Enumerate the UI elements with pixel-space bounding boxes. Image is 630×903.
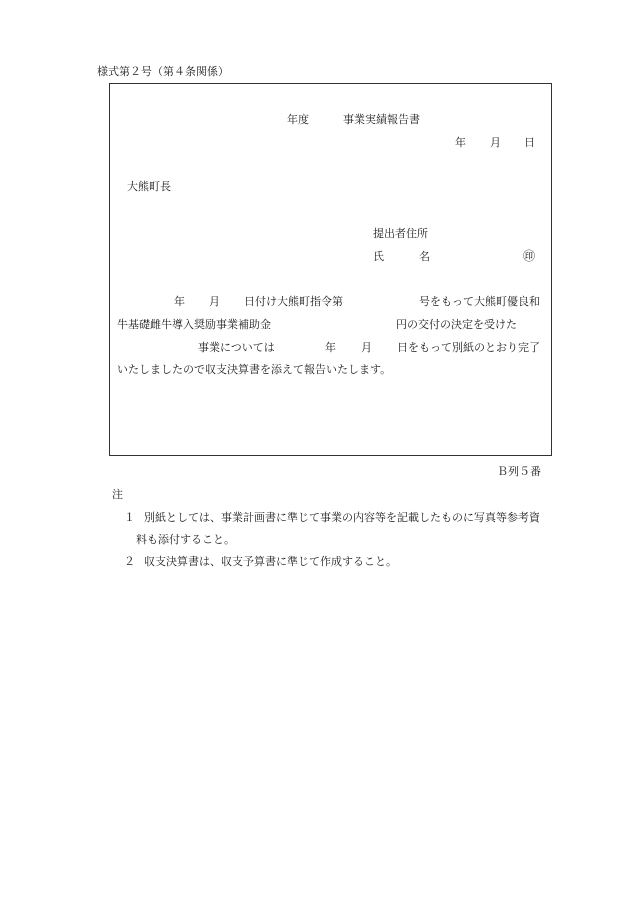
- submitter-name-label-1: 氏: [373, 250, 384, 263]
- report-frame: [109, 83, 552, 456]
- form-label: 様式第２号（第４条関係）: [97, 65, 229, 78]
- title-year-label: 年度: [287, 113, 309, 126]
- body-l1-text-a: 日付け大熊町指令第: [244, 295, 343, 308]
- seal-icon: ㊞: [523, 249, 536, 263]
- submitter-address-label: 提出者住所: [373, 227, 428, 240]
- paper-size-label: Ｂ列５番: [497, 465, 541, 478]
- note-1-number: １: [124, 511, 135, 524]
- body-l4-text: いたしましたので収支決算書を添えて報告いたします。: [117, 363, 392, 376]
- body-l2-text-a: 牛基礎雌牛導入奨励事業補助金: [117, 318, 271, 331]
- body-l3-text-a: 事業については: [198, 341, 275, 354]
- date-day-label: 日: [524, 136, 535, 149]
- note-1-line-1: 別紙としては、事業計画書に準じて事業の内容等を記載したものに写真等参考資: [144, 511, 540, 524]
- body-l1-text-b: 号をもって大熊町優良和: [419, 295, 540, 308]
- body-l3-year: 年: [325, 341, 336, 354]
- body-l2-text-b: 円の交付の決定を受けた: [396, 318, 517, 331]
- addressee: 大熊町長: [127, 180, 171, 193]
- note-1-line-2: 料も添付すること。: [136, 533, 235, 546]
- body-l1-year: 年: [174, 295, 185, 308]
- submitter-name-label-2: 名: [419, 250, 430, 263]
- note-2-line-1: 収支決算書は、収支予算書に準じて作成すること。: [144, 555, 397, 568]
- date-month-label: 月: [490, 136, 501, 149]
- body-l3-month: 月: [361, 341, 372, 354]
- note-2-number: ２: [124, 555, 135, 568]
- body-l3-text-b: 日をもって別紙のとおり完了: [397, 341, 540, 354]
- notes-heading: 注: [112, 488, 123, 501]
- date-year-label: 年: [455, 136, 466, 149]
- report-title: 事業実績報告書: [343, 113, 420, 126]
- body-l1-month: 月: [209, 295, 220, 308]
